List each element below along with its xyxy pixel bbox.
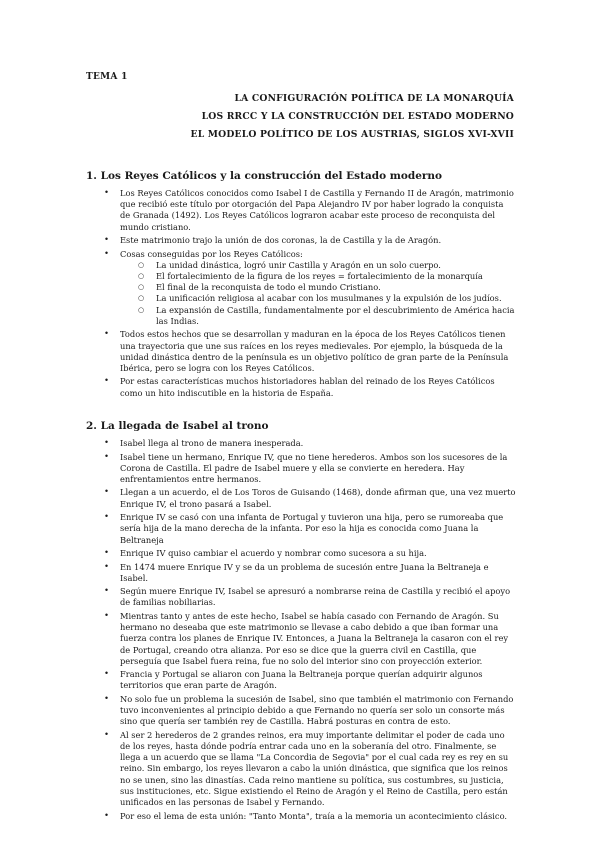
list-item: • Mientras tanto y antes de este hecho, Isabel se había casado con Fernando de Aragón. Su hermano no deseaba que este matrimonio se llevase a cabo debido a que iban formar una fuerza contra los planes de Enrique IV. Entonces, a Juana la Beltraneja la casaron con el rey de Portugal, creando otra alianza. Por eso se dice que la guerra civil en Castilla, que perseguía que Isabel fuera reina, fue no solo del interior sino con proyección exterior. [104,611,516,667]
list-item: • Este matrimonio trajo la unión de dos coronas, la de Castilla y la de Aragón. [104,235,516,246]
title-line-1: LA CONFIGURACIÓN POLÍTICA DE LA MONARQUÍA [234,93,514,104]
list-item: • Isabel llega al trono de manera inesperada. [104,438,516,449]
list-item-text: Cosas conseguidas por los Reyes Católicos: [120,248,303,259]
list-item: • Por estas características muchos historiadores hablan del reinado de los Reyes Católicos como un hito indiscutible en la historia de España. [104,376,516,398]
sub-list-item: ○ La unidad dinástica, logró unir Castilla y Aragón en un solo cuerpo. [120,260,516,271]
title-line-3: EL MODELO POLÍTICO DE LOS AUSTRIAS, SIGLOS XVI-XVII [190,129,514,140]
section-1-heading: 1. Los Reyes Católicos y la construcción del Estado moderno [86,170,443,182]
list-item: • Isabel tiene un hermano, Enrique IV, que no tiene herederos. Ambos son los sucesores de la Corona de Castilla. El padre de Isabel muere y ella se convierte en heredera. Hay enfrentamientos entre hermanos. [104,452,516,486]
list-item: • Enrique IV quiso cambiar el acuerdo y nombrar como sucesora a su hija. [104,548,516,559]
list-item: • Llegan a un acuerdo, el de Los Toros de Guisando (1468), donde afirman que, una vez muerto Enrique IV, el trono pasará a Isabel. [104,487,516,509]
list-item: • Según muere Enrique IV, Isabel se apresuró a nombrarse reina de Castilla y recibió el apoyo de familias nobiliarias. [104,586,516,608]
document-titles [191,90,514,144]
sub-list-item: ○ La expansión de Castilla, fundamentalmente por el descubrimiento de América hacia las Indias. [120,305,516,327]
section-1-list [104,188,516,401]
list-item: • Todos estos hechos que se desarrollan y maduran en la época de los Reyes Católicos tienen una trayectoria que une sus raíces en los reyes medievales. Por ejemplo, la búsqueda de la unidad dinástica dentro de la península es un objetivo político de gran parte de la Península Ibérica, pero se logra con los Reyes Católicos. [104,329,516,374]
list-item: • En 1474 muere Enrique IV y se da un problema de sucesión entre Juana la Beltraneja e Isabel. [104,562,516,584]
section-2-heading: 2. La llegada de Isabel al trono [86,420,269,432]
title-line-2: LOS RRCC Y LA CONSTRUCCIÓN DEL ESTADO MODERNO [201,111,514,122]
list-item: • Francia y Portugal se aliaron con Juana la Beltraneja porque querían adquirir algunos territorios que eran parte de Aragón. [104,669,516,691]
list-item: • Los Reyes Católicos conocidos como Isabel I de Castilla y Fernando II de Aragón, matrimonio que recibió este título por otorgación del Papa Alejandro IV por haber logrado la conquista de Granada (1492). Los Reyes Católicos lograron acabar este proceso de reconquista del mundo cristiano. [104,188,516,233]
list-item: • Por eso el lema de esta unión: "Tanto Monta", traía a la memoria un acontecimiento clásico. [104,811,516,822]
sub-list-item: ○ La unificación religiosa al acabar con los musulmanes y la expulsión de los judíos. [120,293,516,304]
sub-list-item: ○ El fortalecimiento de la figura de los reyes = fortalecimiento de la monarquía [120,271,516,282]
tema-label: TEMA 1 [86,72,128,82]
list-item: • Al ser 2 herederos de 2 grandes reinos, era muy importante delimitar el poder de cada uno de los reyes, hasta dónde podría entrar cada uno en la soberanía del otro. Finalmente, se llega a un acuerdo que se llama "La Concordia de Segovia" por el cual cada rey es rey en su reino. Sin embargo, los reyes llevaron a cabo la unión dinástica, que significa que los reinos no se unen, sino las dinastías. Cada reino mantiene su política, sus costumbres, su justicia, sus instituciones, etc. Sigue existiendo el Reino de Aragón y el Reino de Castilla, pero están unificados en las personas de Isabel y Fernando. [104,730,516,808]
section-2-list [104,438,516,824]
list-item [104,249,516,327]
sub-list-item: ○ El final de la reconquista de todo el mundo Cristiano. [120,282,516,293]
list-item: • Enrique IV se casó con una infanta de Portugal y tuvieron una hija, pero se rumoreaba que sería hija de la mano derecha de la infanta. Por eso la hija es conocida como Juana la Beltraneja [104,512,516,546]
sub-list [120,260,516,327]
list-item: • No solo fue un problema la sucesión de Isabel, sino que también el matrimonio con Fernando tuvo inconvenientes al principio debido a que Fernando no quería ser solo un consorte más sino que quería ser también rey de Castilla. Habrá posturas en contra de esto. [104,694,516,728]
